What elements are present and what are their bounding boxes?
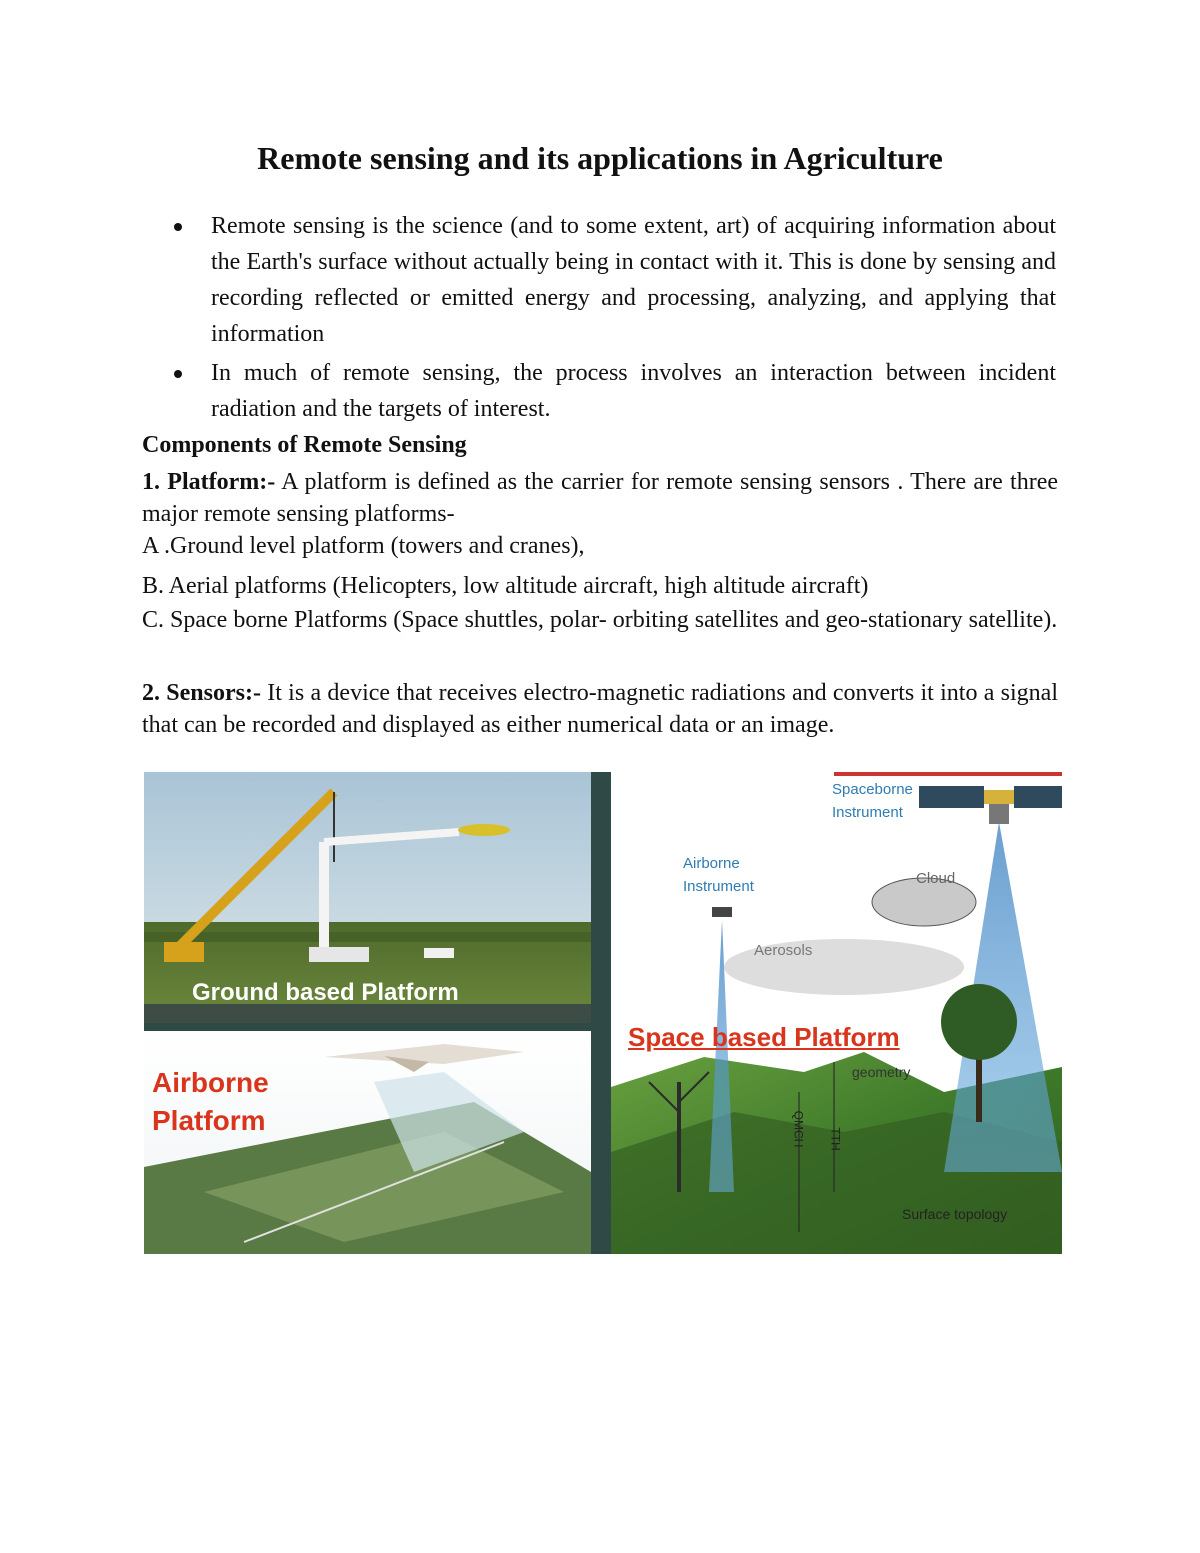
- sensors-paragraph: [142, 677, 1058, 741]
- platform-label: 1. Platform:-: [142, 469, 276, 495]
- platform-item-a: A .Ground level platform (towers and cranes),: [142, 533, 585, 559]
- bullet-text: In much of remote sensing, the process involves an interaction between incident radiation and the targets of interest.: [211, 360, 1056, 422]
- platforms-illustration: [144, 772, 1062, 1254]
- bullet-icon: [174, 370, 182, 378]
- qmch-label: QMCH: [791, 1110, 806, 1148]
- bullet-item: [166, 208, 1056, 352]
- space-platform-label: Space based Platform: [628, 1022, 900, 1052]
- sensors-text: It is a device that receives electro-magnetic radiations and converts it into a signal that can be recorded and displayed as either numerical data or an image.: [142, 680, 1058, 738]
- tth-label: TTH: [828, 1127, 843, 1151]
- intro-bullet-list: [166, 208, 1056, 430]
- platforms-figure: [144, 772, 1062, 1254]
- platform-item-b: B. Aerial platforms (Helicopters, low altitude aircraft, high altitude aircraft): [142, 573, 869, 599]
- page-title: Remote sensing and its applications in Agriculture: [257, 140, 943, 176]
- cloud-label: Cloud: [916, 870, 956, 887]
- surface-topology-label: Surface topology: [902, 1206, 1008, 1222]
- platform-text: A platform is defined as the carrier for remote sensing sensors . There are three major remote sensing platforms-: [142, 469, 1058, 527]
- sensors-label: 2. Sensors:-: [142, 680, 261, 706]
- airborne-instrument-line1: Airborne: [683, 855, 740, 872]
- spaceborne-instrument-line1: Spaceborne: [832, 781, 913, 798]
- components-heading: Components of Remote Sensing: [142, 432, 467, 458]
- space-platform-illustration: [611, 772, 1062, 1254]
- geometry-label: geometry: [852, 1064, 911, 1080]
- airborne-platform-label-line2: Platform: [152, 1105, 266, 1136]
- bullet-item: [166, 355, 1056, 427]
- platform-item-c: C. Space borne Platforms (Space shuttles, polar- orbiting satellites and geo-stationary satellite).: [142, 607, 1058, 633]
- platform-paragraph: [142, 466, 1058, 530]
- ground-platform-label: Ground based Platform: [192, 979, 459, 1006]
- airborne-instrument-line2: Instrument: [683, 878, 754, 895]
- spaceborne-instrument-line2: Instrument: [832, 804, 903, 821]
- airborne-platform-label-line1: Airborne: [152, 1067, 269, 1098]
- bullet-text: Remote sensing is the science (and to some extent, art) of acquiring information about the Earth's surface without actually being in contact with it. This is done by sensing and recording reflected or emitted energy and processing, analyzing, and applying that information: [211, 213, 1056, 347]
- bullet-icon: [174, 223, 182, 231]
- aerosols-label: Aerosols: [754, 942, 813, 959]
